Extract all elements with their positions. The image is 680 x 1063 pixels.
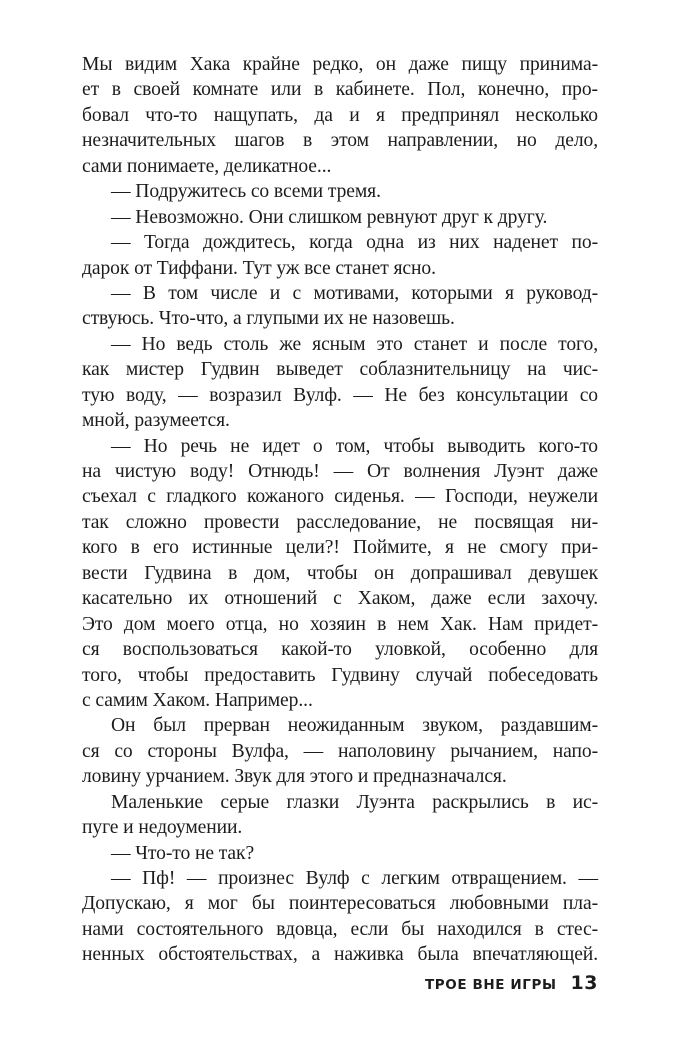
running-title: ТРОЕ ВНЕ ИГРЫ (424, 977, 557, 993)
text-line: Маленькие серые глазки Луэнта раскрылись в ис- (111, 791, 598, 813)
text-line: ловину урчанием. Звук для этого и предназначался. (82, 766, 507, 788)
text-line: — Но ведь столь же ясным это станет и после того, (111, 333, 598, 355)
page-body (82, 52, 598, 968)
text-line: — Подружитесь со всеми тремя. (111, 181, 381, 203)
text-line: сами понимаете, деликатное... (82, 155, 332, 177)
text-line: того, чтобы предоставить Гудвину случай побеседовать (82, 664, 598, 686)
text-line: — В том числе и с мотивами, которыми я руковод- (111, 282, 598, 304)
text-line: бовал что-то нащупать, да и я предпринял несколько (82, 104, 598, 126)
page-number: 13 (570, 972, 598, 994)
text-line: Он был прерван неожиданным звуком, раздавшим- (111, 715, 598, 737)
text-line: ся со стороны Вулфа, — наполовину рычанием, напо- (82, 740, 598, 762)
text-line: — Что-то не так? (111, 842, 255, 864)
text-line: дарок от Тиффани. Тут уж все станет ясно. (82, 257, 436, 279)
text-line: незначительных шагов в этом направлении, но дело, (82, 130, 598, 152)
text-line: Мы видим Хака крайне редко, он даже пищу принима- (82, 54, 598, 75)
page-footer (425, 972, 598, 994)
text-line: так сложно провести расследование, не посвящая ни- (82, 511, 598, 533)
text-line: съехал с гладкого кожаного сиденья. — Господи, неужели (82, 486, 598, 508)
text-line: пуге и недоумении. (82, 817, 243, 839)
text-line: — Пф! — произнес Вулф с легким отвращением. — (111, 868, 598, 889)
text-line: Допускаю, я мог бы поинтересоваться любовными пла- (82, 893, 598, 915)
text-line: Это дом моего отца, но хозяин в нем Хак. Нам придет- (82, 613, 598, 635)
text-line: нами состоятельного вдовца, если бы находился в стес- (82, 918, 598, 940)
text-line: на чистую воду! Отнюдь! — От волнения Луэнт даже (82, 461, 598, 482)
text-line: ет в своей комнате или в кабинете. Пол, конечно, про- (82, 79, 598, 101)
text-line: вести Гудвина в дом, чтобы он допрашивал девушек (82, 562, 598, 584)
text-line: касательно их отношений с Хаком, даже если захочу. (82, 588, 598, 610)
text-line: ся воспользоваться какой-то уловкой, особенно для (82, 639, 598, 661)
text-line: ствуюсь. Что-что, а глупыми их не назовешь. (82, 308, 455, 330)
text-line: ненных обстоятельствах, а наживка была впечатляющей. (82, 944, 598, 966)
text-line: мной, разумеется. (82, 410, 230, 432)
text-line: кого в его истинные цели?! Поймите, я не смогу при- (82, 537, 598, 559)
text-line: как мистер Гудвин выведет соблазнительницу на чис- (82, 359, 598, 381)
text-line: — Но речь не идет о том, чтобы выводить кого-то (111, 435, 598, 457)
text-line: — Тогда дождитесь, когда одна из них наденет по- (111, 232, 598, 254)
text-line: — Невозможно. Они слишком ревнуют друг к другу. (111, 206, 548, 228)
text-line: тую воду, — возразил Вулф. — Не без консультации со (82, 384, 598, 406)
text-line: с самим Хаком. Например... (82, 689, 313, 711)
